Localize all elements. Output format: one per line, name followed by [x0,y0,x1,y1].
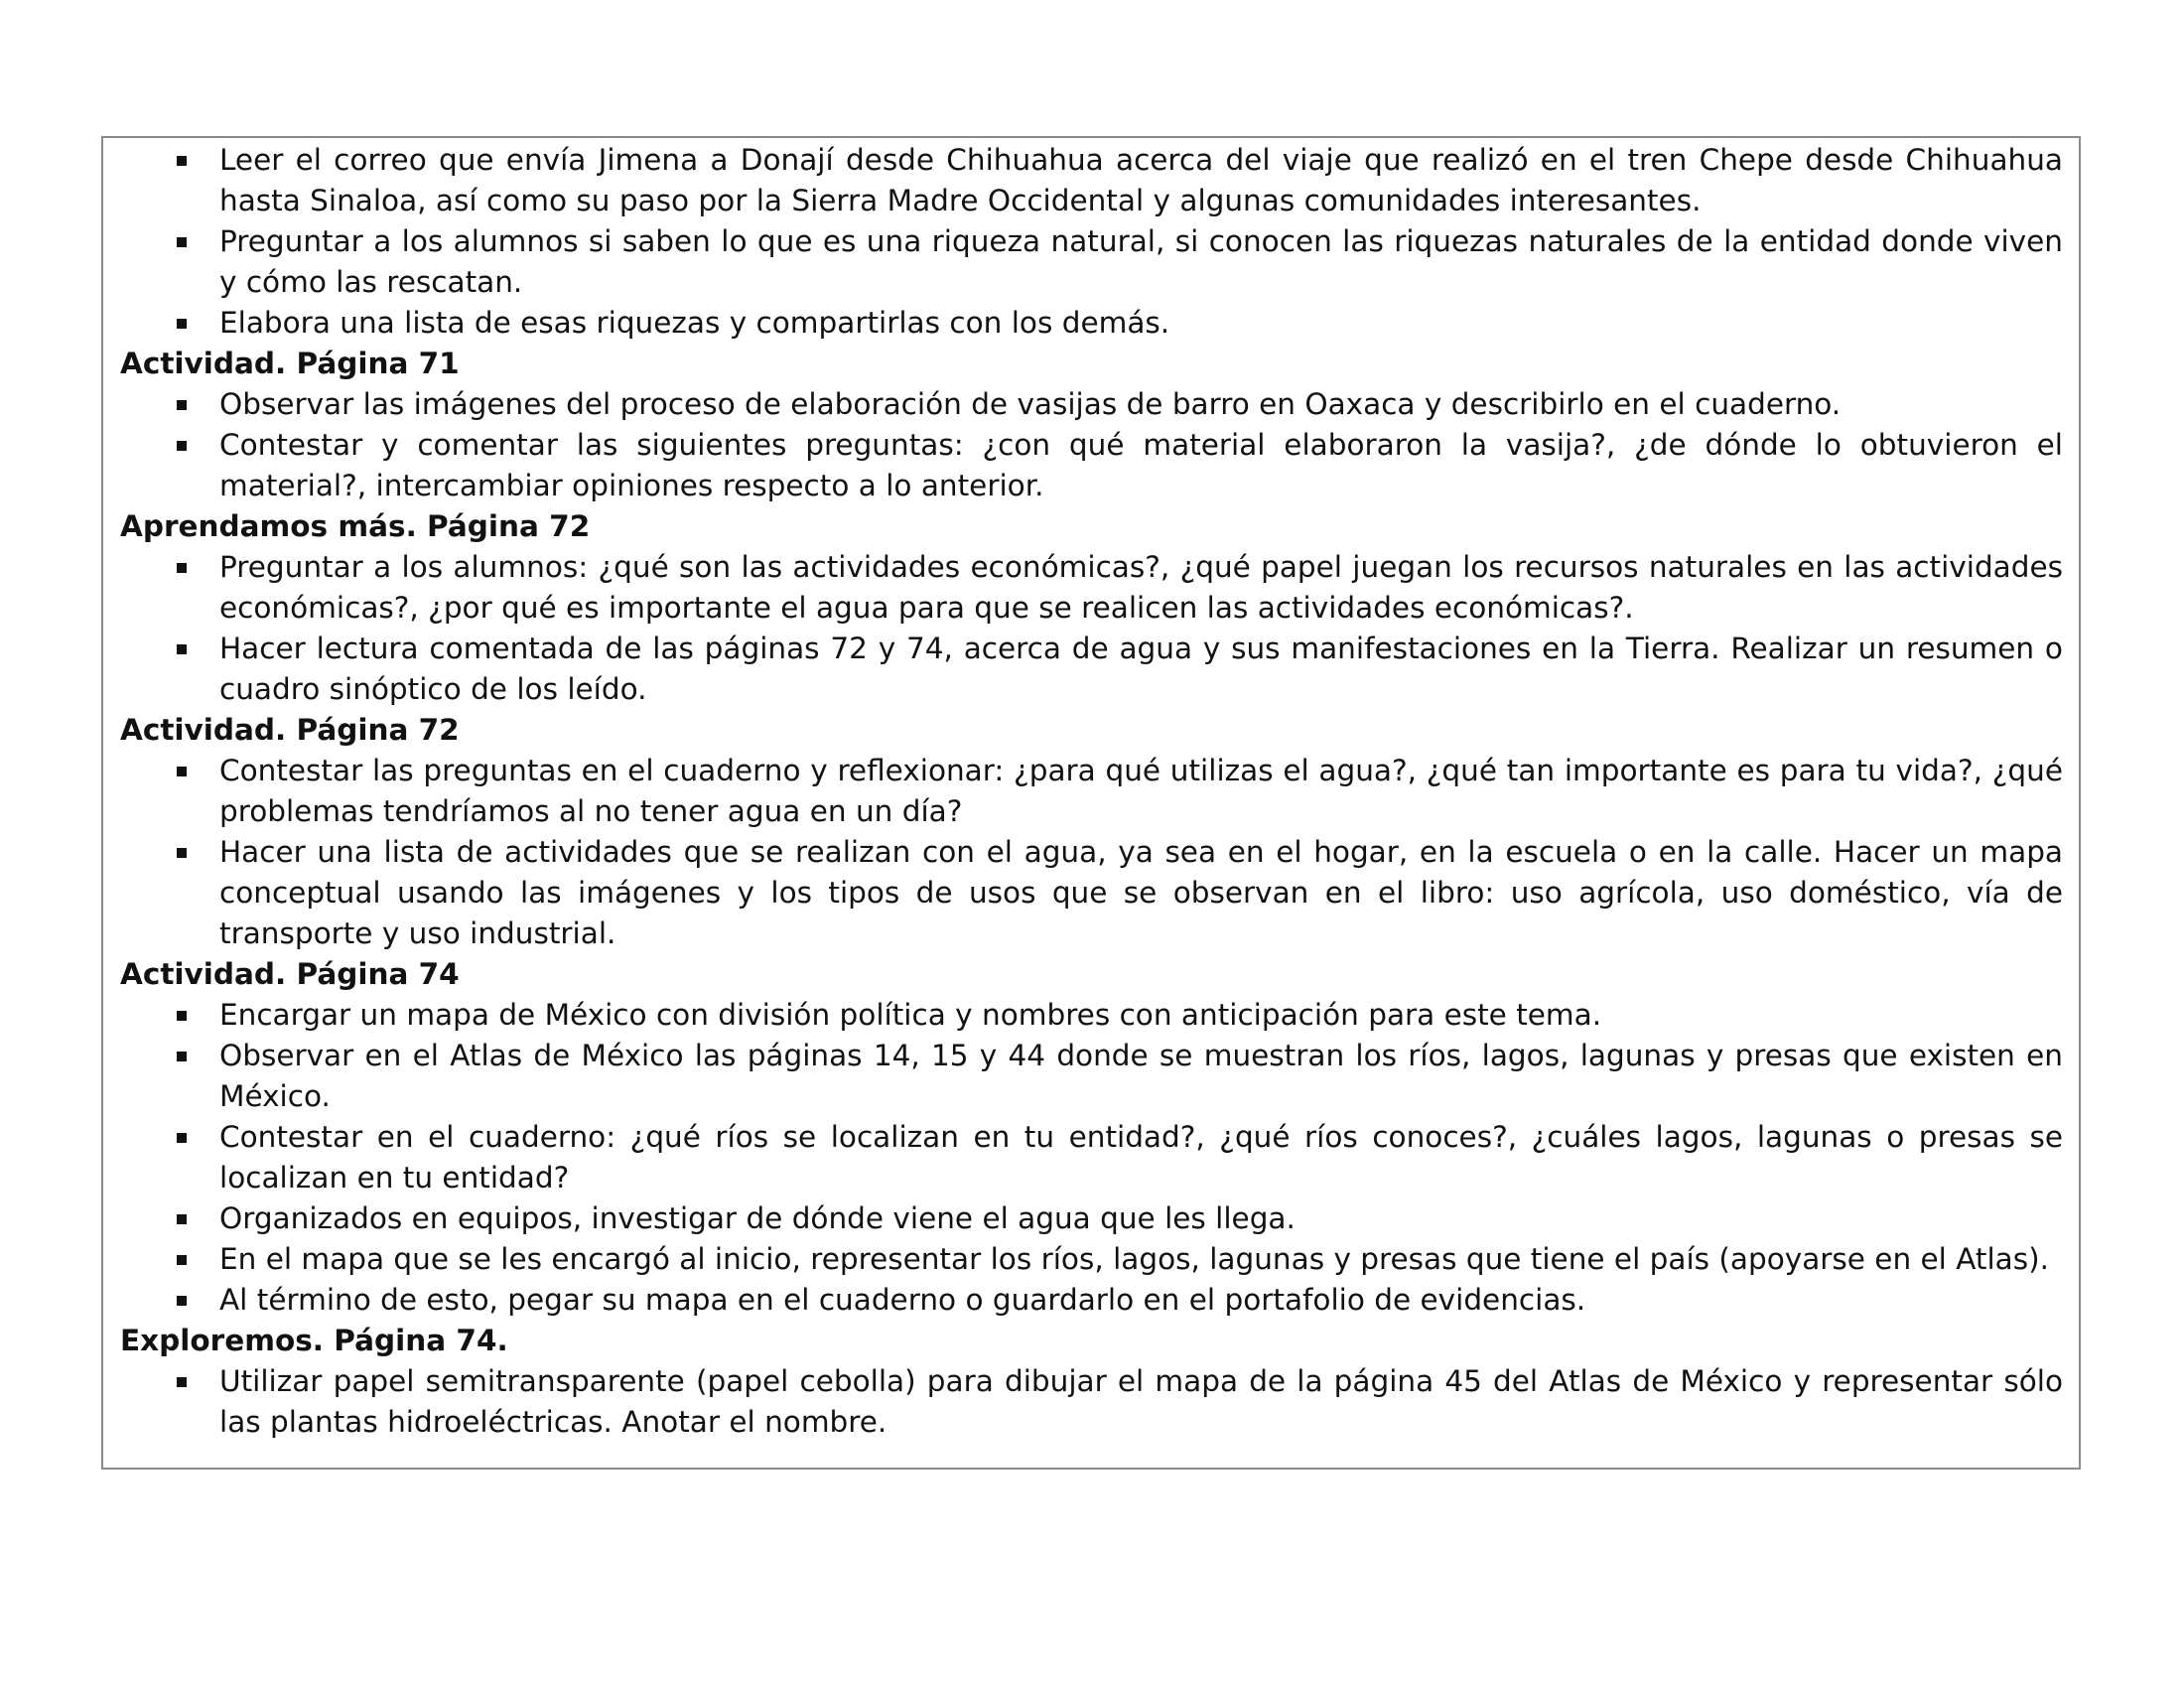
list-item [120,221,2063,303]
list-item [120,547,2063,629]
list-item-text: Elabora una lista de esas riquezas y compartirlas con los demás. [219,306,1170,340]
list-item [120,140,2063,221]
bullet-square-icon [177,400,187,410]
section-heading: Exploremos. Página 74. [120,1324,508,1357]
list-item-text: Preguntar a los alumnos: ¿qué son las actividades económicas?, ¿qué papel juegan los recursos naturales en las actividades económicas?, ¿por qué es importante el agua para que se realicen las actividades económicas?. [219,550,2063,625]
list-item-text: Observar en el Atlas de México las páginas 14, 15 y 44 donde se muestran los ríos, lagos, lagunas y presas que existen en México. [219,1039,2063,1113]
list-item [120,1361,2063,1443]
bullet-square-icon [177,1214,187,1224]
list-item-text: Hacer lectura comentada de las páginas 72 y 74, acerca de agua y sus manifestaciones en la Tierra. Realizar un resumen o cuadro sinóptico de los leído. [219,632,2063,706]
list-item-text: Observar las imágenes del proceso de elaboración de vasijas de barro en Oaxaca y describirlo en el cuaderno. [219,387,1842,421]
list-item-text: Contestar en el cuaderno: ¿qué ríos se localizan en tu entidad?, ¿qué ríos conoces?, ¿cuáles lagos, lagunas o presas se localizan en tu entidad? [219,1120,2063,1195]
bullet-square-icon [177,644,187,654]
bullet-square-icon [177,237,187,247]
document-box [101,136,2081,1470]
list-item-text: Encargar un mapa de México con división política y nombres con anticipación para este tema. [219,998,1602,1032]
item-list [120,1361,2063,1443]
list-item [120,995,2063,1036]
list-item-text: En el mapa que se les encargó al inicio, representar los ríos, lagos, lagunas y presas que tiene el país (apoyarse en el Atlas). [219,1242,2050,1276]
bullet-square-icon [177,1052,187,1061]
list-item-text: Leer el correo que envía Jimena a Donají desde Chihuahua acerca del viaje que realizó en el tren Chepe desde Chihuahua hasta Sinaloa, así como su paso por la Sierra Madre Occidental y algunas comunidades interesantes. [219,143,2063,217]
list-item [120,629,2063,710]
bullet-square-icon [177,767,187,776]
section-heading: Aprendamos más. Página 72 [120,509,591,543]
list-item [120,425,2063,506]
list-item [120,1280,2063,1321]
list-item-text: Hacer una lista de actividades que se realizan con el agua, ya sea en el hogar, en la escuela o en la calle. Hacer un mapa conceptual usando las imágenes y los tipos de usos que se observan en el libro: uso agrícola, uso doméstico, vía de transporte y uso industrial. [219,835,2063,950]
bullet-square-icon [177,1011,187,1021]
list-item [120,303,2063,344]
bullet-square-icon [177,1133,187,1143]
list-item-text: Organizados en equipos, investigar de dónde viene el agua que les llega. [219,1201,1296,1235]
list-item [120,1239,2063,1280]
bullet-square-icon [177,1255,187,1265]
bullet-square-icon [177,156,187,166]
list-item [120,1198,2063,1239]
list-item-text: Al término de esto, pegar su mapa en el cuaderno o guardarlo en el portafolio de evidencias. [219,1283,1586,1317]
list-item [120,1117,2063,1198]
bullet-square-icon [177,319,187,329]
bullet-square-icon [177,563,187,573]
item-list [120,384,2063,506]
bullet-square-icon [177,1377,187,1387]
bullet-square-icon [177,1296,187,1306]
item-list [120,547,2063,710]
item-list [120,751,2063,954]
item-list [120,140,2063,344]
section-heading: Actividad. Página 71 [120,347,460,380]
list-item [120,1036,2063,1117]
item-list [120,995,2063,1321]
section-heading: Actividad. Página 72 [120,713,460,747]
list-item-text: Utilizar papel semitransparente (papel cebolla) para dibujar el mapa de la página 45 del Atlas de México y representar sólo las plantas hidroeléctricas. Anotar el nombre. [219,1364,2063,1439]
bullet-square-icon [177,848,187,858]
list-item [120,832,2063,954]
bullet-square-icon [177,441,187,451]
list-item-text: Preguntar a los alumnos si saben lo que es una riqueza natural, si conocen las riquezas naturales de la entidad donde viven y cómo las rescatan. [219,224,2063,299]
list-item-text: Contestar las preguntas en el cuaderno y reflexionar: ¿para qué utilizas el agua?, ¿qué tan importante es para tu vida?, ¿qué problemas tendríamos al no tener agua en un día? [219,754,2063,828]
list-item-text: Contestar y comentar las siguientes preguntas: ¿con qué material elaboraron la vasija?, ¿de dónde lo obtuvieron el material?, intercambiar opiniones respecto a lo anterior. [219,428,2063,502]
section-heading: Actividad. Página 74 [120,957,460,991]
list-item [120,751,2063,832]
list-item [120,384,2063,425]
